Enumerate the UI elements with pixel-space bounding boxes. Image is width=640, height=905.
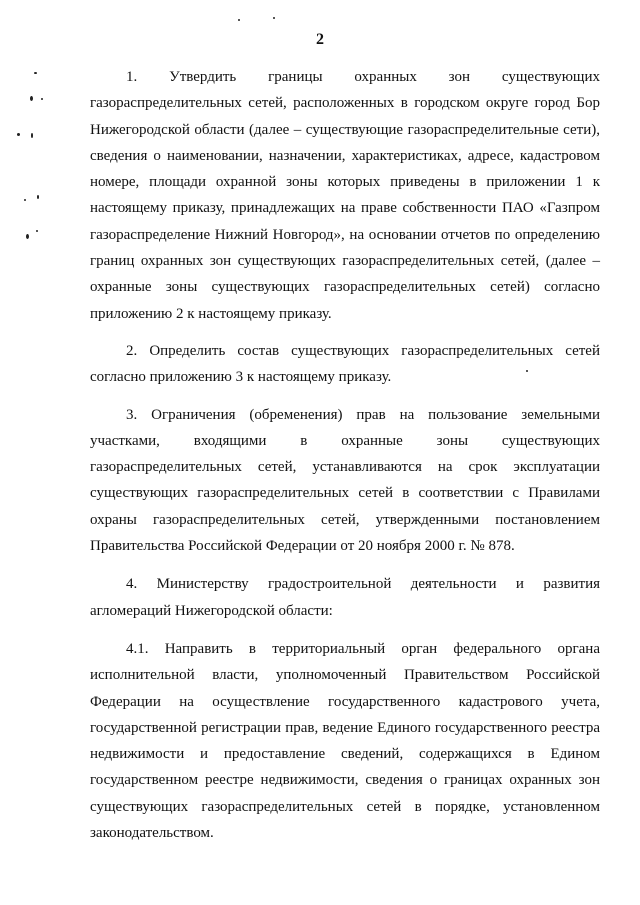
- paragraph-4: 4. Министерству градостроительной деятельности и развития агломераций Нижегородской области:: [90, 576, 600, 619]
- paragraph-3: 3. Ограничения (обременения) прав на пользование земельными участками, входящими в охранные зоны существующих газораспределительных сетей, устанавливаются на срок эксплуатации существующих газораспределительных сетей в соответствии с Правилами охраны газораспределительных сетей, утвержденными постановлением Правительства Российской Федерации от 20 ноября 2000 г. № 878.: [90, 406, 600, 555]
- document-body: [90, 64, 600, 846]
- paragraph-4-1: 4.1. Направить в территориальный орган федерального органа исполнительной власти, уполномоченный Правительством Российской Федерации на осуществление государственного кадастрового учета, государственной регистрации прав, ведение Единого государственного реестра недвижимости и предоставление сведений, содержащихся в Едином государственном реестре недвижимости, сведения о границах охранных зон существующих газораспределительных сетей в порядке, установленном законодательством.: [90, 640, 600, 842]
- paragraph-2: 2. Определить состав существующих газораспределительных сетей согласно приложению 3 к настоящему приказу.: [90, 342, 600, 386]
- paragraph-1: 1. Утвердить границы охранных зон существующих газораспределительных сетей, расположенных в городском округе город Бор Нижегородской области (далее – существующие газораспределительные сети), сведения о наименовании, назначении, характеристиках, адресе, кадастровом номере, площади охранной зоны которых приведены в приложении 1 к настоящему приказу, принадлежащих на праве собственности ПАО «Газпром газораспределение Нижний Новгород», на основании отчетов по определению границ охранных зон существующих газораспределительных сетей, (далее – охранные зоны существующих газораспределительных сетей) согласно приложению 2 к настоящему приказу.: [90, 69, 600, 322]
- page-number: 2: [316, 31, 324, 48]
